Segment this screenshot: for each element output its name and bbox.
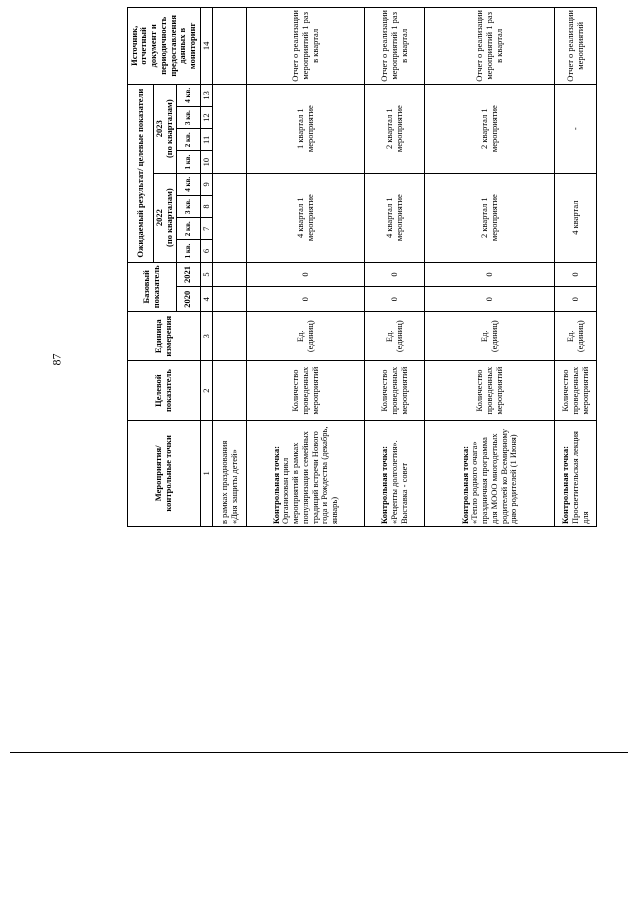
table-row [247,8,365,527]
col-number: 4 [200,287,213,312]
header-2022-q2: 2 кв. [176,218,200,240]
base-2021-cell: 0 [365,262,425,287]
base-2021-cell: 0 [247,262,365,287]
header-unit: Единица измерения [128,312,201,361]
col-number: 6 [200,240,213,262]
base-2020-cell: 0 [425,287,555,312]
control-point-label: Контрольная точка: [560,446,571,524]
header-year-2020: 2020 [176,287,200,312]
header-2022-q1: 1 кв. [176,240,200,262]
page-number: 87 [49,353,64,366]
unit-cell [213,312,247,361]
header-2023-q3: 3 кв. [176,106,200,128]
control-point-label: Контрольная точка: [270,446,281,524]
col-number: 12 [200,106,213,128]
table-row [213,8,247,527]
base-2020-cell: 0 [247,287,365,312]
indicator-cell: Количество проведенных мероприятий [425,361,555,420]
indicator-cell: Количество проведенных мероприятий [555,361,597,420]
header-2022-q4: 4 кв. [176,173,200,195]
base-2021-cell: 0 [555,262,597,287]
result-2022-cell [213,173,247,262]
unit-cell: Ед. (единиц) [425,312,555,361]
col-number: 9 [200,173,213,195]
header-2022: 2022 (по кварталам) [154,173,177,262]
header-2022-q3: 3 кв. [176,195,200,217]
header-2023-q1: 1 кв. [176,151,200,173]
base-2021-cell: 0 [425,262,555,287]
header-base: Базовый показатель [128,262,177,311]
col-number: 2 [200,361,213,420]
header-target-indicator: Целевой показатель [128,361,201,420]
col-number: 1 [200,420,213,526]
col-number: 7 [200,218,213,240]
control-point-label: Контрольная точка: [379,446,390,524]
activity-text: Просветительская лекция для [569,431,590,524]
indicator-cell [213,361,247,420]
base-2020-cell: 0 [365,287,425,312]
source-cell: Отчет о реализации мероприятий 1 раз в квартал [247,8,365,85]
activity-cell [555,420,597,526]
header-activity: Мероприятия/ контрольные точки [128,420,201,526]
base-2020-cell [213,287,247,312]
result-2022-cell: 4 квартал 1 мероприятие [247,173,365,262]
source-cell: Отчет о реализации мероприятий 1 раз в квартал [425,8,555,85]
table-row [425,8,555,527]
col-number: 13 [200,84,213,106]
col-number: 8 [200,195,213,217]
activity-text: «Рецепты долголетия». Выставка - совет [388,440,409,524]
header-expected: Ожидаемый результат/ целевые показатели [128,84,154,262]
result-2022-cell: 2 квартал 1 мероприятие [425,173,555,262]
activity-cell [425,420,555,526]
indicator-cell: Количество проведенных мероприятий [247,361,365,420]
col-number: 11 [200,129,213,151]
result-2022-cell: 4 квартал 1 мероприятие [365,173,425,262]
base-2021-cell [213,262,247,287]
unit-cell: Ед. (единиц) [555,312,597,361]
control-point-label: Контрольная точка: [459,446,470,524]
col-number: 14 [200,8,213,85]
unit-cell: Ед. (единиц) [247,312,365,361]
result-2022-cell: 4 квартал [555,173,597,262]
result-2023-cell: - [555,84,597,173]
activity-cell [247,420,365,526]
header-2023-q2: 2 кв. [176,129,200,151]
activity-cell: в рамках празднования «Дня защиты детей» [213,420,247,526]
result-2023-cell: 2 квартал 1 мероприятие [425,84,555,173]
col-number: 10 [200,151,213,173]
header-2023-q4: 4 кв. [176,84,200,106]
source-cell: Отчет о реализации мероприятий 1 раз в квартал [365,8,425,85]
activity-cell [365,420,425,526]
col-number: 5 [200,262,213,287]
header-source: Источник, отчетный документ и периодичность предоставления данных в мониторинг [128,8,201,85]
activity-text: Организован цикл мероприятий в рамках популяризации семейных традиций встречи Нового года и Рождества (декабрь, январь) [280,426,340,524]
result-2023-cell: 1 квартал 1 мероприятие [247,84,365,173]
col-number: 3 [200,312,213,361]
header-year-2021: 2021 [176,262,200,287]
table-row [555,8,597,527]
indicator-cell: Количество проведенных мероприятий [365,361,425,420]
header-2023: 2023 (по кварталам) [154,84,177,173]
source-cell [213,8,247,85]
source-cell: Отчет о реализации мероприятий [555,8,597,85]
column-number-row [200,8,213,527]
activity-text: «Тепло родного очага» праздничная программа для МООО многодетных родителей ко Всемирному дню родителей (1 Июня) [469,428,519,524]
unit-cell: Ед. (единиц) [365,312,425,361]
result-2023-cell: 2 квартал 1 мероприятие [365,84,425,173]
base-2020-cell: 0 [555,287,597,312]
monitoring-table [127,7,597,527]
table-row [365,8,425,527]
result-2023-cell [213,84,247,173]
rotated-table-container [127,7,590,527]
page-divider-line [10,752,628,753]
